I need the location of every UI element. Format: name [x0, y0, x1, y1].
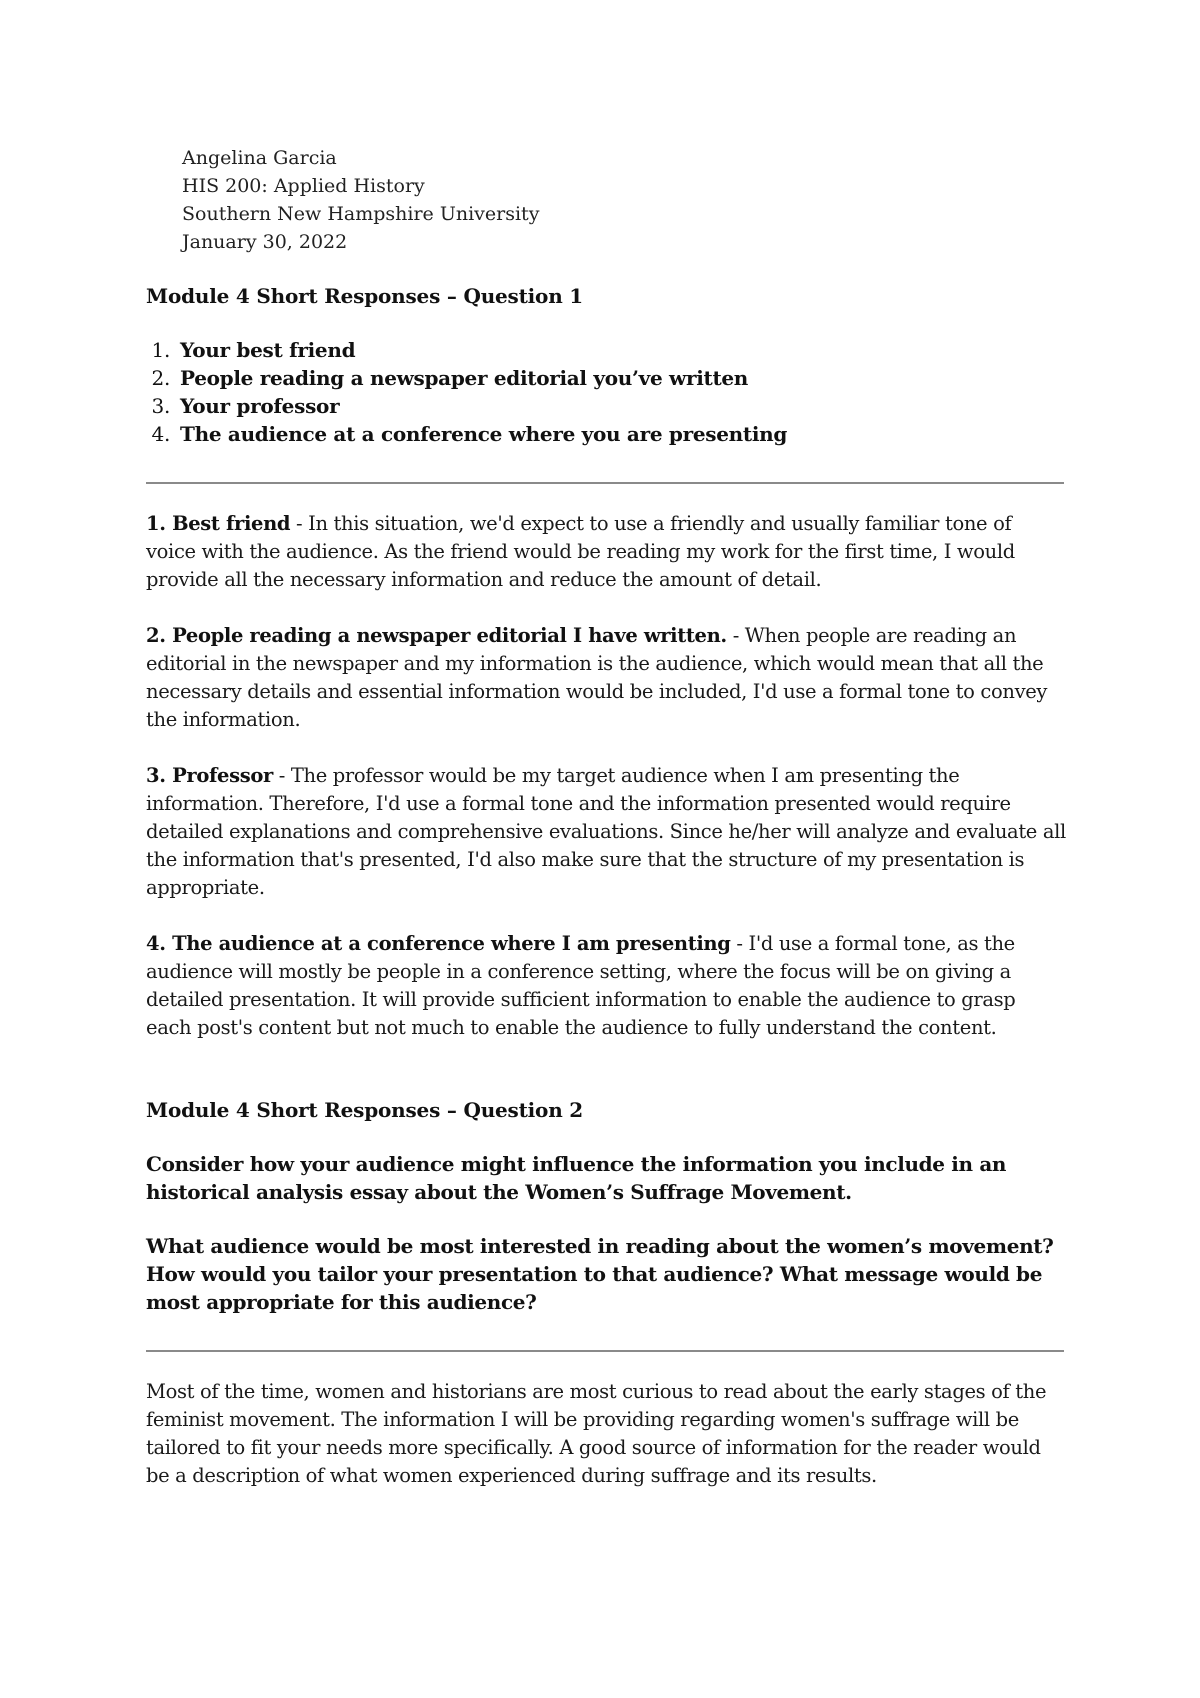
course-name: HIS 200: Applied History	[182, 175, 425, 197]
list-item-number: 2.	[151, 366, 170, 390]
list-item-number: 3.	[151, 394, 170, 418]
list-item	[146, 392, 1066, 420]
question2-prompt-2: What audience would be most interested in reading about the women’s movement? How would you tailor your presentation to that audience? What message would be most appropriate for this audience?	[146, 1234, 1054, 1314]
list-item-number: 1.	[151, 338, 170, 362]
document-header	[182, 144, 1066, 256]
question2-title: Module 4 Short Responses – Question 2	[146, 1098, 584, 1122]
response-body: - The professor would be my target audience when I am presenting the information. Therefore, I'd use a formal tone and the information presented would require detailed explanations and comprehensive evaluations. Since he/her will analyze and evaluate all the information that's presented, I'd also make sure that the structure of my presentation is appropriate.	[146, 764, 1066, 899]
response-body: - When people are reading an editorial in the newspaper and my information is the audience, which would mean that all the necessary details and essential information would be included, I'd use a formal tone to convey the information.	[146, 624, 1048, 731]
list-item-text: The audience at a conference where you are presenting	[180, 422, 788, 446]
section-divider	[146, 482, 1064, 484]
response-paragraph	[146, 622, 1066, 734]
author-name: Angelina Garcia	[182, 147, 337, 169]
question2-prompt-1: Consider how your audience might influence the information you include in an historical analysis essay about the Women’s Suffrage Movement.	[146, 1152, 1007, 1204]
document-date: January 30, 2022	[182, 231, 348, 253]
response-lead: 4. The audience at a conference where I am presenting	[146, 932, 731, 955]
list-item-text: Your professor	[180, 394, 340, 418]
response-paragraph	[146, 930, 1066, 1042]
response-paragraph	[146, 762, 1066, 902]
response-body: - I'd use a formal tone, as the audience will mostly be people in a conference setting, where the focus will be on giving a detailed presentation. It will provide sufficient information to enable the audience to grasp each post's content but not much to enable the audience to fully understand the content.	[146, 932, 1016, 1039]
document-page	[146, 144, 1066, 1490]
list-item	[146, 420, 1066, 448]
list-item	[146, 364, 1066, 392]
section-divider	[146, 1350, 1064, 1352]
question2-answer: Most of the time, women and historians are most curious to read about the early stages of the feminist movement. The information I will be providing regarding women's suffrage will be tailored to fit your needs more specifically. A good source of information for the reader would be a description of what women experienced during suffrage and its results.	[146, 1380, 1047, 1487]
response-lead: 1. Best friend	[146, 512, 291, 535]
response-lead: 3. Professor	[146, 764, 273, 787]
list-item-number: 4.	[151, 422, 170, 446]
response-body: - In this situation, we'd expect to use a friendly and usually familiar tone of voice with the audience. As the friend would be reading my work for the first time, I would provide all the necessary information and reduce the amount of detail.	[146, 512, 1015, 591]
list-item-text: People reading a newspaper editorial you’ve written	[180, 366, 749, 390]
audience-list	[146, 336, 1066, 448]
list-item-text: Your best friend	[180, 338, 356, 362]
response-paragraph	[146, 510, 1066, 594]
list-item	[146, 336, 1066, 364]
response-lead: 2. People reading a newspaper editorial I have written.	[146, 624, 727, 647]
question1-title: Module 4 Short Responses – Question 1	[146, 284, 584, 308]
university-name: Southern New Hampshire University	[182, 203, 540, 225]
